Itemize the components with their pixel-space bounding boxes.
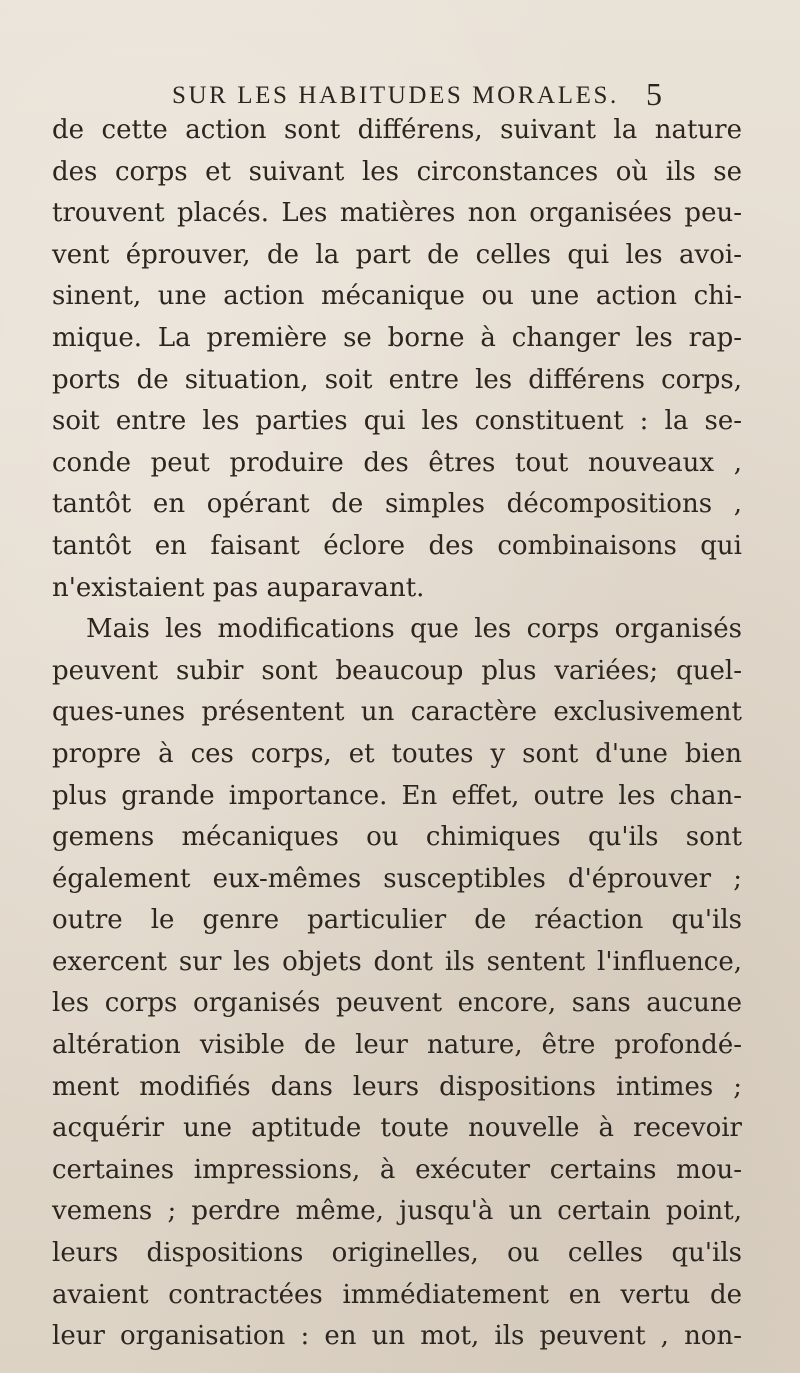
text-line: altération visible de leur nature, être profondé- — [52, 1030, 742, 1061]
text-line: vent éprouver, de la part de celles qui les avoi- — [52, 239, 742, 270]
text-line: leur organisation : en un mot, ils peuvent , non- — [52, 1321, 742, 1352]
text-line: tantôt en faisant éclore des combinaisons qui — [52, 530, 742, 561]
text-line: trouvent placés. Les matières non organisées peu- — [52, 198, 742, 229]
text-line: avaient contractées immédiatement en vertu de — [52, 1279, 742, 1310]
paragraph-start-line: Mais les modifications que les corps organisés — [86, 614, 742, 645]
text-line: soit entre les parties qui les constituent : la se- — [52, 406, 742, 437]
text-line: conde peut produire des êtres tout nouveaux , — [52, 447, 742, 478]
text-line: mique. La première se borne à changer les rap- — [52, 322, 742, 353]
text-line: également eux-mêmes susceptibles d'éprouver ; — [52, 863, 742, 894]
text-line: des corps et suivant les circonstances où ils se — [52, 156, 742, 187]
text-line: de cette action sont différens, suivant la nature — [52, 115, 742, 145]
text-line: tantôt en opérant de simples décompositions , — [52, 489, 742, 520]
running-head — [172, 76, 662, 110]
text-line: gemens mécaniques ou chimiques qu'ils sont — [52, 822, 742, 853]
text-line: vemens ; perdre même, jusqu'à un certain point, — [52, 1196, 742, 1227]
text-line: ment modifiés dans leurs dispositions intimes ; — [52, 1071, 742, 1102]
body-text — [52, 110, 742, 1358]
text-line: peuvent subir sont beaucoup plus variées; quel- — [52, 655, 742, 686]
text-line: outre le genre particulier de réaction qu'ils — [52, 905, 742, 936]
running-title: SUR LES HABITUDES MORALES. — [172, 82, 619, 109]
text-line: ports de situation, soit entre les différens corps, — [52, 364, 742, 395]
text-line: les corps organisés peuvent encore, sans aucune — [52, 988, 742, 1019]
text-line: leurs dispositions originelles, ou celles qu'ils — [52, 1238, 742, 1269]
text-line: propre à ces corps, et toutes y sont d'une bien — [52, 738, 742, 769]
page-number: 5 — [646, 76, 662, 112]
text-line: sinent, une action mécanique ou une action chi- — [52, 281, 742, 312]
text-line: exercent sur les objets dont ils sentent l'influence, — [52, 946, 742, 977]
text-line: certaines impressions, à exécuter certains mou- — [52, 1154, 742, 1185]
text-line: ques-unes présentent un caractère exclusivement — [52, 697, 742, 728]
text-line: plus grande importance. En effet, outre les chan- — [52, 780, 742, 811]
paragraph-end-line: n'existaient pas auparavant. — [52, 572, 425, 603]
text-line: acquérir une aptitude toute nouvelle à recevoir — [52, 1113, 742, 1144]
